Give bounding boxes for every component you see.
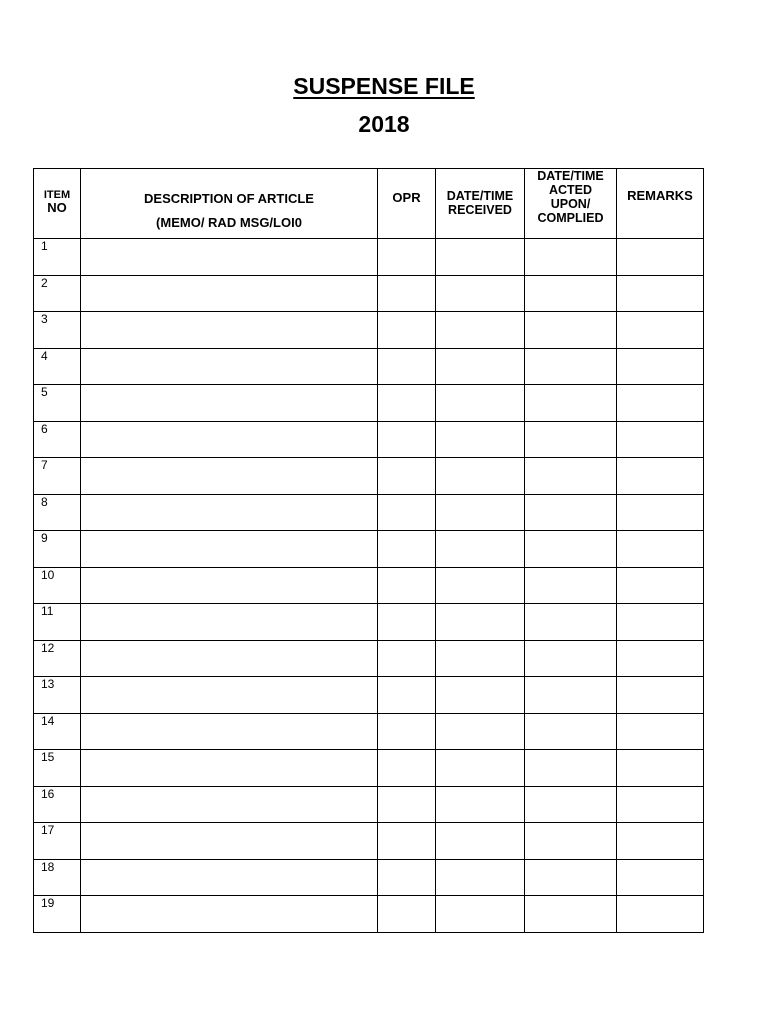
cell-description[interactable] xyxy=(81,567,378,604)
cell-opr[interactable] xyxy=(378,604,436,641)
cell-opr[interactable] xyxy=(378,275,436,312)
table-row xyxy=(34,239,704,276)
table-row xyxy=(34,896,704,933)
table-row xyxy=(34,312,704,349)
cell-date-acted[interactable] xyxy=(525,567,617,604)
cell-date-received[interactable] xyxy=(436,786,525,823)
cell-remarks[interactable] xyxy=(617,385,704,422)
table-row xyxy=(34,421,704,458)
cell-remarks[interactable] xyxy=(617,640,704,677)
cell-item-no xyxy=(34,750,81,787)
cell-remarks[interactable] xyxy=(617,421,704,458)
cell-remarks[interactable] xyxy=(617,567,704,604)
cell-opr[interactable] xyxy=(378,750,436,787)
cell-description[interactable] xyxy=(81,385,378,422)
cell-description[interactable] xyxy=(81,713,378,750)
cell-date-acted[interactable] xyxy=(525,859,617,896)
cell-date-received[interactable] xyxy=(436,896,525,933)
cell-item-no xyxy=(34,640,81,677)
document-title: SUSPENSE FILE xyxy=(293,73,475,99)
cell-opr[interactable] xyxy=(378,494,436,531)
item-number: 17 xyxy=(41,823,55,837)
cell-item-no xyxy=(34,713,81,750)
cell-remarks[interactable] xyxy=(617,239,704,276)
cell-opr[interactable] xyxy=(378,896,436,933)
cell-date-acted[interactable] xyxy=(525,750,617,787)
cell-date-received[interactable] xyxy=(436,458,525,495)
item-number: 15 xyxy=(41,750,55,764)
cell-date-received[interactable] xyxy=(436,494,525,531)
cell-remarks[interactable] xyxy=(617,786,704,823)
item-number: 2 xyxy=(41,275,48,290)
cell-description[interactable] xyxy=(81,494,378,531)
item-number: 10 xyxy=(41,567,55,582)
cell-item-no xyxy=(34,385,81,422)
cell-date-acted[interactable] xyxy=(525,786,617,823)
item-number: 8 xyxy=(41,494,48,509)
table-row xyxy=(34,750,704,787)
cell-date-received[interactable] xyxy=(436,567,525,604)
cell-item-no xyxy=(34,823,81,860)
document-year: 2018 xyxy=(358,111,410,137)
table-row xyxy=(34,494,704,531)
cell-item-no xyxy=(34,531,81,568)
cell-item-no xyxy=(34,859,81,896)
cell-description[interactable] xyxy=(81,896,378,933)
cell-item-no xyxy=(34,896,81,933)
cell-description[interactable] xyxy=(81,604,378,641)
header-item-no: ITEM NO xyxy=(34,169,81,239)
cell-description[interactable] xyxy=(81,312,378,349)
item-number: 16 xyxy=(41,786,55,801)
cell-date-received[interactable] xyxy=(436,239,525,276)
item-number: 5 xyxy=(41,385,48,399)
cell-date-acted[interactable] xyxy=(525,312,617,349)
item-number: 4 xyxy=(41,348,48,363)
item-number: 11 xyxy=(41,604,54,618)
cell-date-acted[interactable] xyxy=(525,640,617,677)
cell-description[interactable] xyxy=(81,750,378,787)
cell-remarks[interactable] xyxy=(617,859,704,896)
cell-opr[interactable] xyxy=(378,859,436,896)
cell-date-acted[interactable] xyxy=(525,348,617,385)
cell-date-acted[interactable] xyxy=(525,421,617,458)
suspense-table xyxy=(33,168,704,933)
cell-description[interactable] xyxy=(81,640,378,677)
table-header-row xyxy=(34,169,704,239)
cell-remarks[interactable] xyxy=(617,713,704,750)
item-number: 13 xyxy=(41,677,55,691)
cell-remarks[interactable] xyxy=(617,312,704,349)
cell-remarks[interactable] xyxy=(617,604,704,641)
cell-item-no xyxy=(34,567,81,604)
cell-item-no xyxy=(34,312,81,349)
cell-item-no xyxy=(34,604,81,641)
cell-description[interactable] xyxy=(81,458,378,495)
cell-opr[interactable] xyxy=(378,531,436,568)
cell-date-received[interactable] xyxy=(436,640,525,677)
cell-date-acted[interactable] xyxy=(525,677,617,714)
table-row xyxy=(34,385,704,422)
cell-date-received[interactable] xyxy=(436,713,525,750)
cell-item-no xyxy=(34,348,81,385)
cell-date-received[interactable] xyxy=(436,604,525,641)
cell-remarks[interactable] xyxy=(617,531,704,568)
cell-opr[interactable] xyxy=(378,713,436,750)
table-row xyxy=(34,567,704,604)
item-number: 3 xyxy=(41,312,48,326)
table-row xyxy=(34,275,704,312)
cell-item-no xyxy=(34,494,81,531)
cell-remarks[interactable] xyxy=(617,823,704,860)
cell-item-no xyxy=(34,275,81,312)
header-remarks: REMARKS xyxy=(617,169,704,239)
cell-item-no xyxy=(34,458,81,495)
cell-remarks[interactable] xyxy=(617,896,704,933)
cell-opr[interactable] xyxy=(378,640,436,677)
table-row xyxy=(34,604,704,641)
table-row xyxy=(34,531,704,568)
cell-description[interactable] xyxy=(81,531,378,568)
table-row xyxy=(34,348,704,385)
cell-date-received[interactable] xyxy=(436,750,525,787)
cell-opr[interactable] xyxy=(378,786,436,823)
table-row xyxy=(34,458,704,495)
cell-date-received[interactable] xyxy=(436,275,525,312)
cell-opr[interactable] xyxy=(378,567,436,604)
item-number: 12 xyxy=(41,640,55,655)
cell-date-received[interactable] xyxy=(436,531,525,568)
cell-remarks[interactable] xyxy=(617,458,704,495)
cell-date-acted[interactable] xyxy=(525,713,617,750)
cell-date-acted[interactable] xyxy=(525,823,617,860)
header-opr: OPR xyxy=(378,169,436,239)
table-row xyxy=(34,823,704,860)
item-number: 14 xyxy=(41,713,55,728)
cell-description[interactable] xyxy=(81,677,378,714)
cell-opr[interactable] xyxy=(378,239,436,276)
cell-date-received[interactable] xyxy=(436,677,525,714)
cell-item-no xyxy=(34,421,81,458)
cell-date-acted[interactable] xyxy=(525,458,617,495)
cell-opr[interactable] xyxy=(378,421,436,458)
cell-description[interactable] xyxy=(81,859,378,896)
cell-date-acted[interactable] xyxy=(525,604,617,641)
cell-date-received[interactable] xyxy=(436,823,525,860)
header-date-received: DATE/TIME RECEIVED xyxy=(436,169,525,239)
cell-date-acted[interactable] xyxy=(525,494,617,531)
table-row xyxy=(34,859,704,896)
item-number: 6 xyxy=(41,421,48,436)
item-number: 19 xyxy=(41,896,55,910)
cell-item-no xyxy=(34,239,81,276)
cell-description[interactable] xyxy=(81,348,378,385)
item-number: 9 xyxy=(41,531,48,545)
item-number: 7 xyxy=(41,458,48,472)
cell-description[interactable] xyxy=(81,239,378,276)
cell-remarks[interactable] xyxy=(617,348,704,385)
cell-item-no xyxy=(34,786,81,823)
cell-opr[interactable] xyxy=(378,677,436,714)
table-row xyxy=(34,786,704,823)
header-date-acted: DATE/TIME ACTED UPON/ COMPLIED xyxy=(525,169,617,239)
cell-remarks[interactable] xyxy=(617,677,704,714)
cell-description[interactable] xyxy=(81,421,378,458)
cell-date-acted[interactable] xyxy=(525,275,617,312)
table-row xyxy=(34,677,704,714)
cell-remarks[interactable] xyxy=(617,275,704,312)
cell-date-received[interactable] xyxy=(436,348,525,385)
cell-opr[interactable] xyxy=(378,385,436,422)
cell-opr[interactable] xyxy=(378,348,436,385)
cell-date-acted[interactable] xyxy=(525,896,617,933)
cell-opr[interactable] xyxy=(378,458,436,495)
cell-date-received[interactable] xyxy=(436,312,525,349)
cell-description[interactable] xyxy=(81,275,378,312)
cell-item-no xyxy=(34,677,81,714)
item-number: 1 xyxy=(41,239,48,253)
cell-date-acted[interactable] xyxy=(525,385,617,422)
table-row xyxy=(34,640,704,677)
cell-remarks[interactable] xyxy=(617,750,704,787)
cell-description[interactable] xyxy=(81,786,378,823)
table-row xyxy=(34,713,704,750)
cell-date-received[interactable] xyxy=(436,859,525,896)
cell-description[interactable] xyxy=(81,823,378,860)
cell-remarks[interactable] xyxy=(617,494,704,531)
cell-date-received[interactable] xyxy=(436,385,525,422)
cell-date-acted[interactable] xyxy=(525,531,617,568)
cell-opr[interactable] xyxy=(378,312,436,349)
cell-opr[interactable] xyxy=(378,823,436,860)
cell-date-acted[interactable] xyxy=(525,239,617,276)
item-number: 18 xyxy=(41,859,55,874)
header-description: DESCRIPTION OF ARTICLE (MEMO/ RAD MSG/LOI0 xyxy=(81,169,378,239)
cell-date-received[interactable] xyxy=(436,421,525,458)
